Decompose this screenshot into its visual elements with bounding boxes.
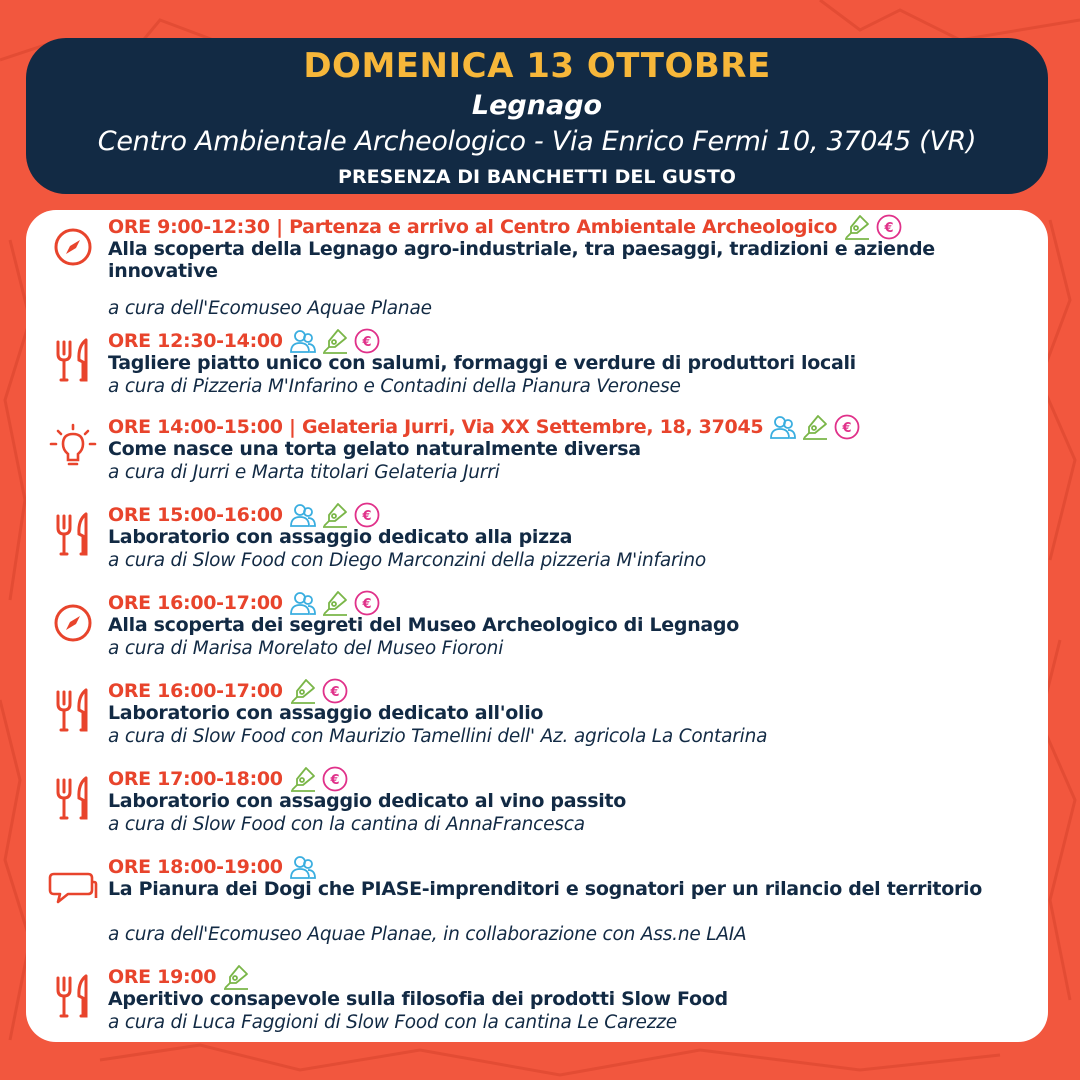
event-time-line: [108, 854, 317, 880]
event-curator: a cura di Luca Faggioni di Slow Food con la cantina Le Carezze: [108, 1012, 677, 1033]
pen-icon: [321, 589, 349, 617]
event-badges: [769, 413, 861, 441]
event-title: Alla scoperta della Legnago agro-industriale, tra paesaggi, tradizioni e aziende innovative: [108, 238, 935, 282]
euro-icon: [875, 213, 903, 241]
svg-text:€: €: [330, 685, 340, 700]
event-title: Laboratorio con assaggio dedicato alla pizza: [108, 526, 573, 548]
euro-icon: [833, 413, 861, 441]
event-badges: [289, 765, 349, 793]
cutlery-icon: [48, 336, 98, 386]
header-banner: [26, 38, 1048, 194]
event-time-line: [108, 214, 903, 240]
cutlery-icon: [48, 774, 98, 824]
cutlery-icon: [48, 972, 98, 1022]
pen-icon: [321, 327, 349, 355]
event-time: ORE 19:00: [108, 966, 217, 988]
people-icon: [289, 501, 317, 529]
compass-icon: [48, 222, 98, 272]
event-title: Tagliere piatto unico con salumi, formaggi e verdure di produttori locali: [108, 352, 856, 374]
event-note: PRESENZA DI BANCHETTI DEL GUSTO: [338, 166, 736, 188]
event-curator: a cura di Slow Food con la cantina di AnnaFrancesca: [108, 814, 585, 835]
event-badges: [289, 501, 381, 529]
event-title: Come nasce una torta gelato naturalmente diversa: [108, 438, 641, 460]
event-curator: a cura dell'Ecomuseo Aquae Planae, in collaborazione con Ass.ne LAIA: [108, 924, 747, 945]
euro-icon: [321, 765, 349, 793]
svg-text:€: €: [884, 221, 894, 236]
event-badges: [289, 589, 381, 617]
event-time: ORE 15:00-16:00: [108, 504, 283, 526]
event-time: ORE 14:00-15:00 | Gelateria Jurri, Via XX Settembre, 18, 37045: [108, 416, 764, 438]
event-venue: Centro Ambientale Archeologico - Via Enrico Fermi 10, 37045 (VR): [97, 126, 977, 157]
svg-text:€: €: [330, 773, 340, 788]
event-badges: [289, 327, 381, 355]
event-time-line: [108, 414, 861, 440]
people-icon: [289, 327, 317, 355]
pen-icon: [222, 963, 250, 991]
speech-bubble-icon: [48, 862, 98, 912]
event-curator: a cura di Marisa Morelato del Museo Fioroni: [108, 638, 504, 659]
event-time: ORE 18:00-19:00: [108, 856, 283, 878]
event-badges: [843, 213, 903, 241]
lightbulb-icon: [48, 422, 98, 472]
event-title: Laboratorio con assaggio dedicato all'olio: [108, 702, 544, 724]
euro-icon: [353, 589, 381, 617]
cutlery-icon: [48, 510, 98, 560]
euro-icon: [321, 677, 349, 705]
event-city: Legnago: [471, 90, 603, 121]
event-title: Laboratorio con assaggio dedicato al vino passito: [108, 790, 627, 812]
euro-icon: [353, 327, 381, 355]
svg-text:€: €: [842, 421, 852, 436]
svg-text:€: €: [362, 597, 372, 612]
event-title: Aperitivo consapevole sulla filosofia dei prodotti Slow Food: [108, 988, 728, 1010]
pen-icon: [289, 677, 317, 705]
cutlery-icon: [48, 686, 98, 736]
event-curator: a cura dell'Ecomuseo Aquae Planae: [108, 298, 432, 319]
pen-icon: [801, 413, 829, 441]
svg-text:€: €: [362, 335, 372, 350]
event-time-line: [108, 502, 381, 528]
people-icon: [769, 413, 797, 441]
event-time-line: [108, 766, 349, 792]
event-title: Alla scoperta dei segreti del Museo Archeologico di Legnago: [108, 614, 739, 636]
event-date: DOMENICA 13 OTTOBRE: [303, 46, 771, 86]
event-curator: a cura di Slow Food con Diego Marconzini della pizzeria M'infarino: [108, 550, 706, 571]
event-time-line: [108, 964, 250, 990]
event-time-line: [108, 678, 349, 704]
people-icon: [289, 853, 317, 881]
event-badges: [222, 963, 250, 991]
event-curator: a cura di Slow Food con Maurizio Tamellini dell' Az. agricola La Contarina: [108, 726, 768, 747]
schedule-panel: [26, 210, 1048, 1042]
event-badges: [289, 677, 349, 705]
event-time: ORE 17:00-18:00: [108, 768, 283, 790]
euro-icon: [353, 501, 381, 529]
event-time: ORE 16:00-17:00: [108, 592, 283, 614]
event-badges: [289, 853, 317, 881]
event-curator: a cura di Jurri e Marta titolari Gelateria Jurri: [108, 462, 500, 483]
event-time-line: [108, 590, 381, 616]
event-time: ORE 9:00-12:30 | Partenza e arrivo al Centro Ambientale Archeologico: [108, 216, 838, 238]
event-title: La Pianura dei Dogi che PIASE-imprenditori e sognatori per un rilancio del territorio: [108, 878, 982, 900]
svg-text:€: €: [362, 509, 372, 524]
event-time: ORE 16:00-17:00: [108, 680, 283, 702]
compass-icon: [48, 598, 98, 648]
people-icon: [289, 589, 317, 617]
pen-icon: [289, 765, 317, 793]
event-time-line: [108, 328, 381, 354]
pen-icon: [321, 501, 349, 529]
event-time: ORE 12:30-14:00: [108, 330, 283, 352]
event-curator: a cura di Pizzeria M'Infarino e Contadini della Pianura Veronese: [108, 376, 681, 397]
pen-icon: [843, 213, 871, 241]
